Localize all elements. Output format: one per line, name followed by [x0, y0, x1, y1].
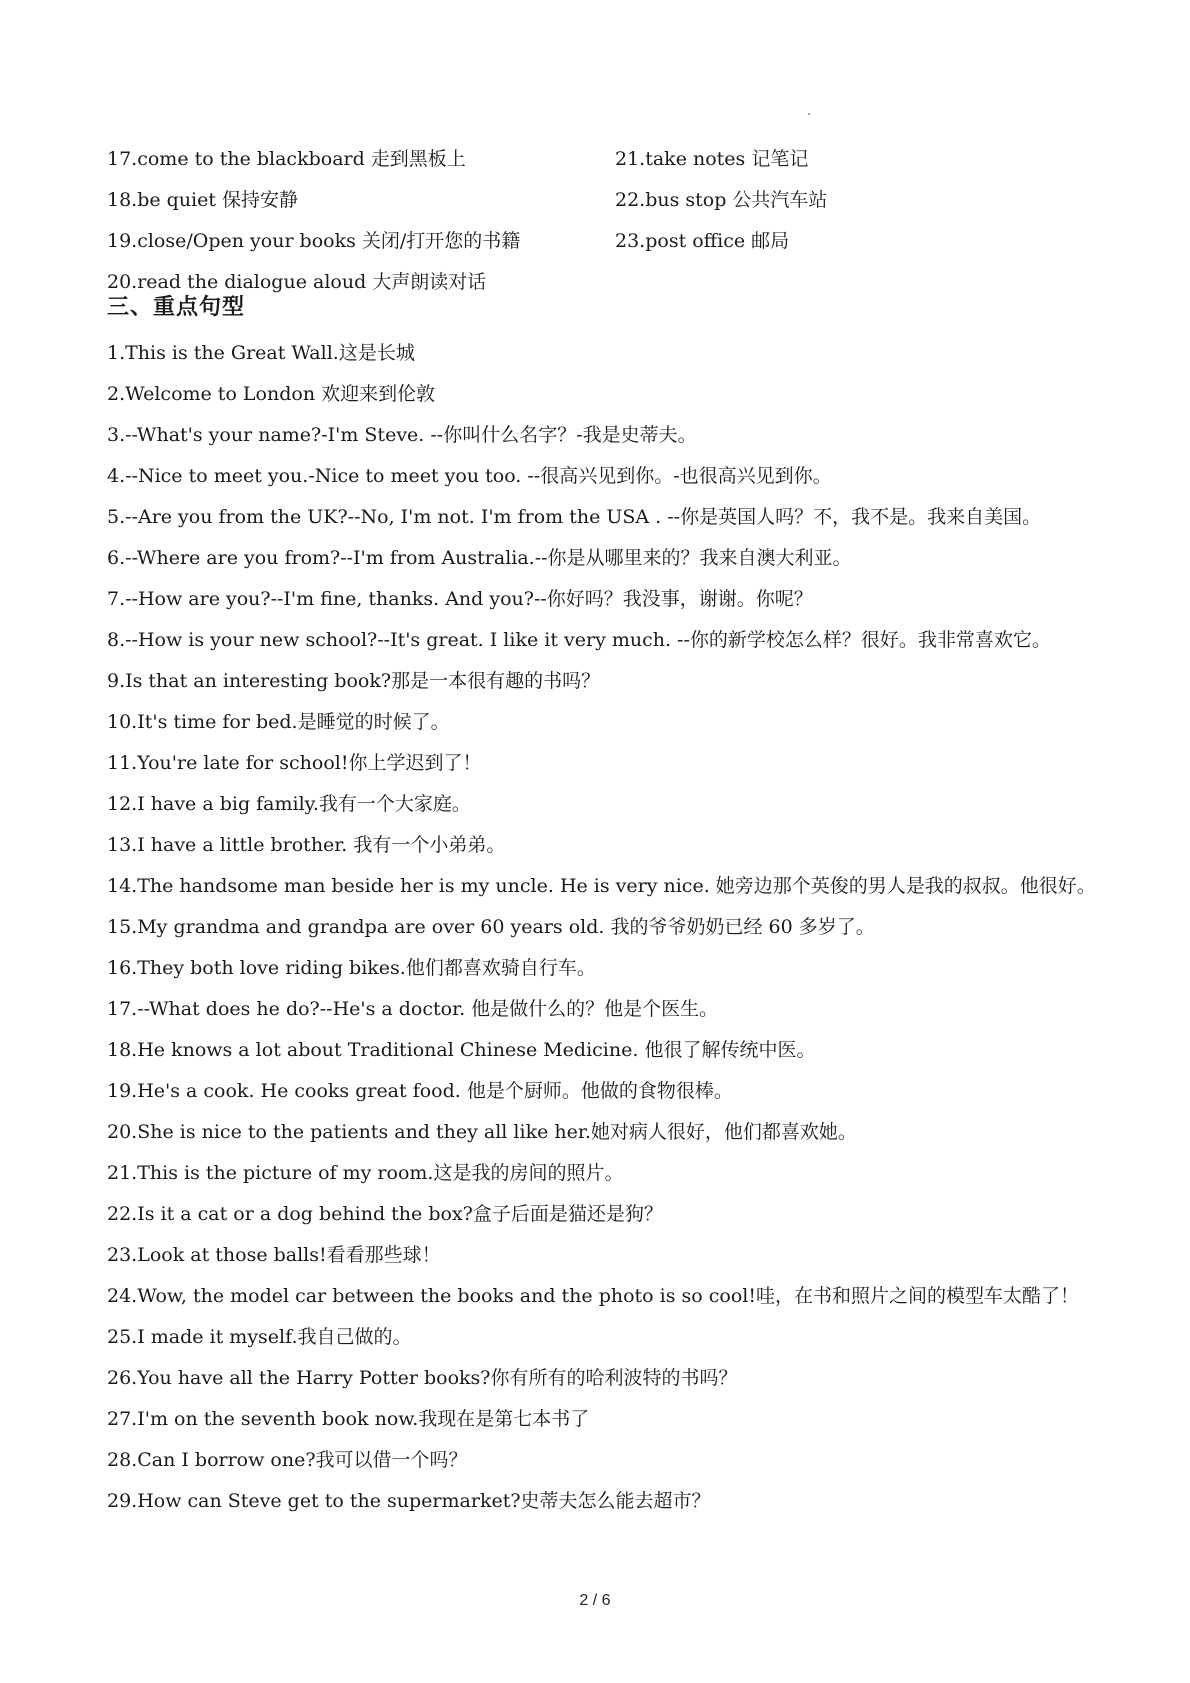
phrase-list: [107, 137, 1107, 301]
sentence-item: 2.Welcome to London 欢迎来到伦敦: [107, 383, 436, 405]
phrase-item: 21.take notes 记笔记: [615, 148, 809, 170]
phrase-item: 17.come to the blackboard 走到黑板上: [107, 148, 466, 170]
sentence-item: 14.The handsome man beside her is my uncle. He is very nice. 她旁边那个英俊的男人是我的叔叔。他很好。: [107, 875, 1096, 897]
phrase-row: [107, 137, 1107, 178]
sentence-item: 28.Can I borrow one?我可以借一个吗？: [107, 1449, 468, 1471]
sentence-item: 29.How can Steve get to the supermarket?史蒂夫怎么能去超市？: [107, 1490, 711, 1512]
page-number: 2 / 6: [579, 1592, 611, 1609]
sentence-item: 5.--Are you from the UK?--No, I'm not. I'm from the USA . --你是英国人吗？不，我不是。我来自美国。: [107, 506, 1042, 528]
sentence-list: [107, 331, 1167, 1520]
sentence-item: 20.She is nice to the patients and they all like her.她对病人很好，他们都喜欢她。: [107, 1121, 857, 1143]
sentence-item: 3.--What's your name?-I'm Steve. --你叫什么名字？-我是史蒂夫。: [107, 424, 697, 446]
phrase-row: [107, 219, 1107, 260]
sentence-item: 10.It's time for bed.是睡觉的时候了。: [107, 711, 450, 733]
phrase-item: 22.bus stop 公共汽车站: [615, 189, 828, 211]
section-heading: 三、重点句型: [107, 295, 246, 320]
sentence-item: 1.This is the Great Wall.这是长城: [107, 342, 415, 364]
sentence-item: 8.--How is your new school?--It's great. I like it very much. --你的新学校怎么样？很好。我非常喜欢它。: [107, 629, 1051, 651]
sentence-item: 22.Is it a cat or a dog behind the box?盒子后面是猫还是狗？: [107, 1203, 663, 1225]
sentence-item: 27.I'm on the seventh book now.我现在是第七本书了: [107, 1408, 590, 1430]
sentence-item: 17.--What does he do?--He's a doctor. 他是做什么的？他是个医生。: [107, 998, 719, 1020]
sentence-item: 6.--Where are you from?--I'm from Australia.--你是从哪里来的？我来自澳大利亚。: [107, 547, 852, 569]
phrase-item: 20.read the dialogue aloud 大声朗读对话: [107, 271, 487, 293]
sentence-item: 11.You're late for school!你上学迟到了！: [107, 752, 482, 774]
sentence-item: 26.You have all the Harry Potter books?你有所有的哈利波特的书吗？: [107, 1367, 738, 1389]
phrase-item: 18.be quiet 保持安静: [107, 189, 299, 211]
phrase-row: [107, 178, 1107, 219]
sentence-item: 7.--How are you?--I'm fine, thanks. And you?--你好吗？我没事，谢谢。你呢？: [107, 588, 813, 610]
sentence-item: 15.My grandma and grandpa are over 60 years old. 我的爷爷奶奶已经 60 多岁了。: [107, 916, 875, 938]
sentence-item: 13.I have a little brother. 我有一个小弟弟。: [107, 834, 506, 856]
sentence-item: 21.This is the picture of my room.这是我的房间的照片。: [107, 1162, 624, 1184]
phrase-item: 23.post office 邮局: [615, 230, 790, 252]
sentence-item: 16.They both love riding bikes.他们都喜欢骑自行车。: [107, 957, 596, 979]
sentence-item: 23.Look at those balls!看看那些球！: [107, 1244, 441, 1266]
sentence-item: 18.He knows a lot about Traditional Chinese Medicine. 他很了解传统中医。: [107, 1039, 816, 1061]
sentence-item: 9.Is that an interesting book?那是一本很有趣的书吗？: [107, 670, 601, 692]
sentence-item: 12.I have a big family.我有一个大家庭。: [107, 793, 471, 815]
sentence-item: 25.I made it myself.我自己做的。: [107, 1326, 412, 1348]
sentence-item: 4.--Nice to meet you.-Nice to meet you too. --很高兴见到你。-也很高兴见到你。: [107, 465, 832, 487]
phrase-row: [107, 260, 1107, 301]
sentence-item: 19.He's a cook. He cooks great food. 他是个厨师。他做的食物很棒。: [107, 1080, 733, 1102]
stray-dot: [808, 113, 810, 115]
sentence-item: 24.Wow, the model car between the books and the photo is so cool!哇，在书和照片之间的模型车太酷了！: [107, 1285, 1079, 1307]
phrase-item: 19.close/Open your books 关闭/打开您的书籍: [107, 230, 521, 252]
